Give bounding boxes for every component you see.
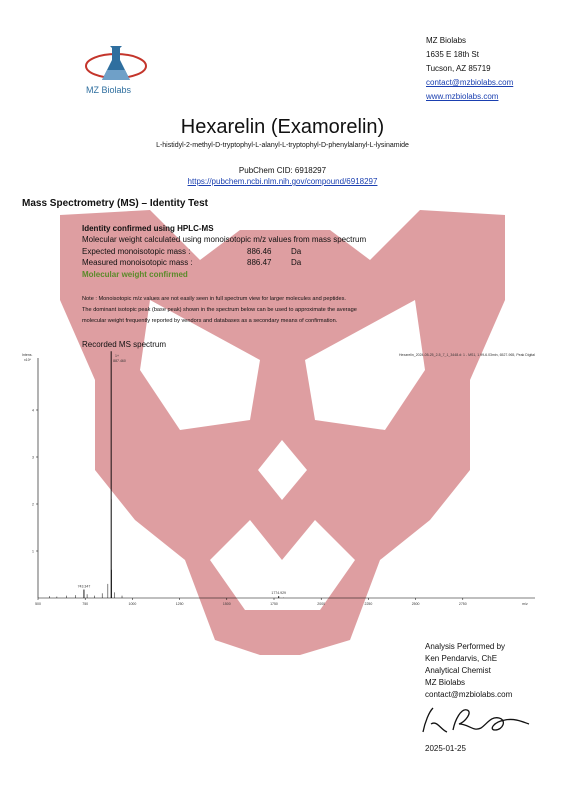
email-link[interactable]: contact@mzbiolabs.com xyxy=(426,78,514,87)
expected-unit: Da xyxy=(291,247,302,256)
signoff-block xyxy=(425,641,512,701)
section-title: Mass Spectrometry (MS) – Identity Test xyxy=(22,198,208,209)
x-tick-label: 1000 xyxy=(128,602,137,606)
peak-label: 1774.929 xyxy=(271,591,287,596)
y-tick-label: 4 xyxy=(32,408,34,413)
pubchem-link[interactable]: https://pubchem.ncbi.nlm.nih.gov/compound/6918297 xyxy=(187,177,378,186)
measured-label: Measured monoisotopic mass : xyxy=(82,258,193,267)
address-line-2: Tucson, AZ 85719 xyxy=(426,64,491,73)
note-line-3: molecular weight frequently reported by vendors and databases as a secondary means of confirmation. xyxy=(82,318,338,324)
note-line-1: Note : Monoisotopic m/z values are not easily seen in full spectrum view for larger molecules and peptides. xyxy=(82,296,346,302)
company-address xyxy=(426,34,513,104)
analyst-company: MZ Biolabs xyxy=(425,678,466,687)
signature-image xyxy=(415,702,535,742)
x-tick-label: 750 xyxy=(82,602,89,606)
signoff-date: 2025-01-25 xyxy=(425,744,466,753)
x-tick-label: m/z xyxy=(522,602,528,606)
website-link[interactable]: www.mzbiolabs.com xyxy=(426,92,499,101)
y-axis-title: Intens. xyxy=(22,353,33,357)
peak-label: 887.460 xyxy=(113,359,126,363)
ms-spectrum-chart xyxy=(0,348,565,613)
y-axis-scale: x10⁶ xyxy=(24,358,32,362)
y-tick-label: 2 xyxy=(32,502,34,507)
expected-value: 886.46 xyxy=(247,247,272,256)
x-tick-label: 2000 xyxy=(317,602,326,606)
x-tick-label: 2500 xyxy=(411,602,420,606)
page-title: Hexarelin (Examorelin) xyxy=(180,116,385,138)
note-line-2: The dominant isotopic peak (base peak) shown in the spectrum below can be used to approximate the average xyxy=(82,307,357,313)
expected-label: Expected monoisotopic mass : xyxy=(82,247,191,256)
measured-value: 886.47 xyxy=(247,258,272,267)
analyst-email: contact@mzbiolabs.com xyxy=(425,690,513,699)
analyst-name: Ken Pendarvis, ChE xyxy=(425,654,498,663)
confirmation-status: Molecular weight confirmed xyxy=(82,270,188,279)
pubchem-cid: PubChem CID: 6918297 xyxy=(238,166,327,175)
note-text xyxy=(82,294,462,327)
file-label: Hexarelin_2024-05-25_2-5_7_1_3448.d: 1 - MS1, 1.99-6.03min, 6527-965, Peak Digital xyxy=(398,353,535,357)
address-line-1: 1635 E 18th St xyxy=(426,50,479,59)
x-tick-label: 1500 xyxy=(222,602,231,606)
x-tick-label: 2750 xyxy=(458,602,467,606)
identity-heading: Identity confirmed using HPLC-MS xyxy=(82,224,214,233)
x-tick-label: 1750 xyxy=(270,602,278,606)
y-tick-label: 3 xyxy=(32,455,34,460)
measured-unit: Da xyxy=(291,258,302,267)
x-tick-label: 2250 xyxy=(364,602,373,606)
signoff-line: Analysis Performed by xyxy=(425,642,506,651)
spectrum-label: Recorded MS spectrum xyxy=(82,340,167,349)
x-tick-label: 1250 xyxy=(175,602,184,606)
company-name: MZ Biolabs xyxy=(426,36,467,45)
y-tick-label: 1 xyxy=(32,549,34,554)
analyst-role: Analytical Chemist xyxy=(425,666,491,675)
peak-label: 743.347 xyxy=(77,584,91,589)
base-peak-charge: 1+ xyxy=(115,354,119,358)
logo-text: MZ Biolabs xyxy=(86,85,132,95)
chemical-name: L-histidyl-2-methyl-D-tryptophyl-L-alanyl-L-tryptophyl-D-phenylalanyl-L-lysinamide xyxy=(156,142,409,149)
x-tick-label: 500 xyxy=(35,602,41,606)
method-line: Molecular weight calculated using monoisotopic m/z values from mass spectrum xyxy=(82,235,367,244)
